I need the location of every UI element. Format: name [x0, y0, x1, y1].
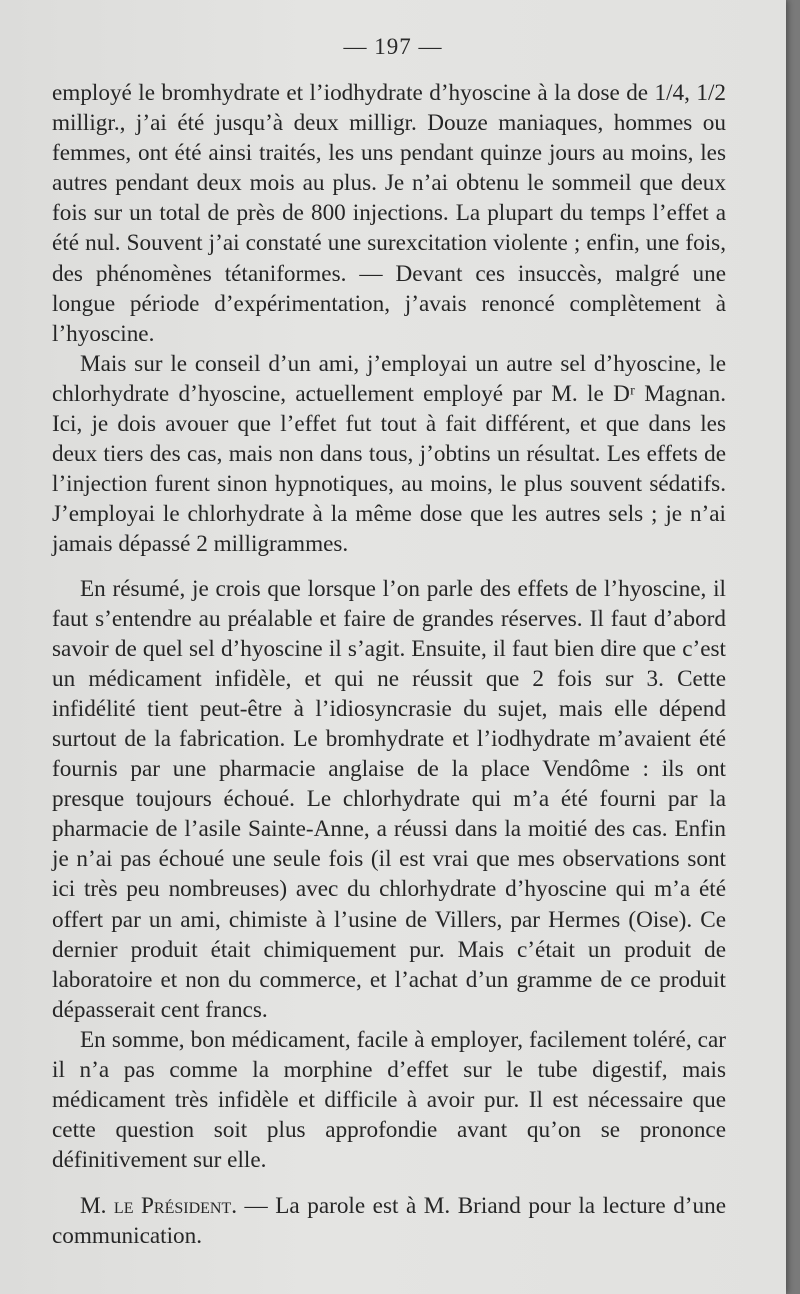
page-body	[52, 78, 726, 1252]
paragraph-2: Mais sur le conseil d’un ami, j’employai un autre sel d’hyoscine, le chlorhydrate d’hyoscine, actuellement employé par M. le Dʳ Magnan. Ici, je dois avouer que l’effet fut tout à fait différent, et que dans les deux tiers des cas, mais non dans tous, j’obtins un résultat. Les effets de l’injection furent sinon hypnotiques, au moins, le plus souvent sédatifs. J’employai le chlorhydrate à la même dose que les autres sels ; je n’ai jamais dépassé 2 milligrammes.	[52, 350, 726, 558]
paragraph-spacer	[52, 1175, 726, 1191]
paragraph-1: employé le bromhydrate et l’iodhydrate d’hyoscine à la dose de 1/4, 1/2 milligr., j’ai été jusqu’à deux milligr. Douze maniaques, hommes ou femmes, ont été ainsi traités, les uns pendant quinze jours au moins, les autres pendant deux mois au plus. Je n’ai obtenu le sommeil que deux fois sur un total de près de 800 injections. La plupart du temps l’effet a été nul. Souvent j’ai constaté une surexcitation violente ; enfin, une fois, des phénomènes tétaniformes. — Devant ces insuccès, malgré une longue période d’expérimentation, j’avais renoncé complètement à l’hyoscine.	[52, 80, 726, 347]
paragraph-3: En résumé, je crois que lorsque l’on parle des effets de l’hyoscine, il faut s’entendre au préalable et faire de grandes réserves. Il faut d’abord savoir de quel sel d’hyoscine il s’agit. Ensuite, il faut bien dire que c’est un médicament infidèle, et qui ne réussit que 2 fois sur 3. Cette infidélité tient peut-être à l’idiosyncrasie du sujet, mais elle dépend surtout de la fabrication. Le bromhydrate et l’iodhydrate m’avaient été fournis par une pharmacie anglaise de la place Vendôme : ils ont presque toujours échoué. Le chlorhydrate qui m’a été fourni par la pharmacie de l’asile Sainte-Anne, a réussi dans la moitié des cas. Enfin je n’ai pas échoué une seule fois (il est vrai que mes observations sont ici très peu nombreuses) avec du chlorhydrate d’hyoscine qui m’a été offert par un ami, chimiste à l’usine de Villers, par Hermes (Oise). Ce dernier produit était chimiquement pur. Mais c’était un produit de laboratoire et non du commerce, et l’achat d’un gramme de ce produit dépasserait cent francs.	[52, 575, 726, 1023]
closing-paragraph	[52, 1191, 726, 1251]
paragraph-spacer	[52, 560, 726, 574]
paragraph-4: En somme, bon médicament, facile à employer, facilement toléré, car il n’a pas comme la morphine d’effet sur le tube digestif, mais médicament très infidèle et difficile à avoir pur. Il est nécessaire que cette question soit plus approfondie avant qu’on se prononce définitivement sur elle.	[52, 1026, 726, 1174]
speaker-label: M. le Président.	[80, 1193, 238, 1220]
page-number: — 197 —	[343, 34, 443, 59]
closing-text: — La parole est à M. Briand pour la lecture d’une communication.	[52, 1193, 726, 1250]
